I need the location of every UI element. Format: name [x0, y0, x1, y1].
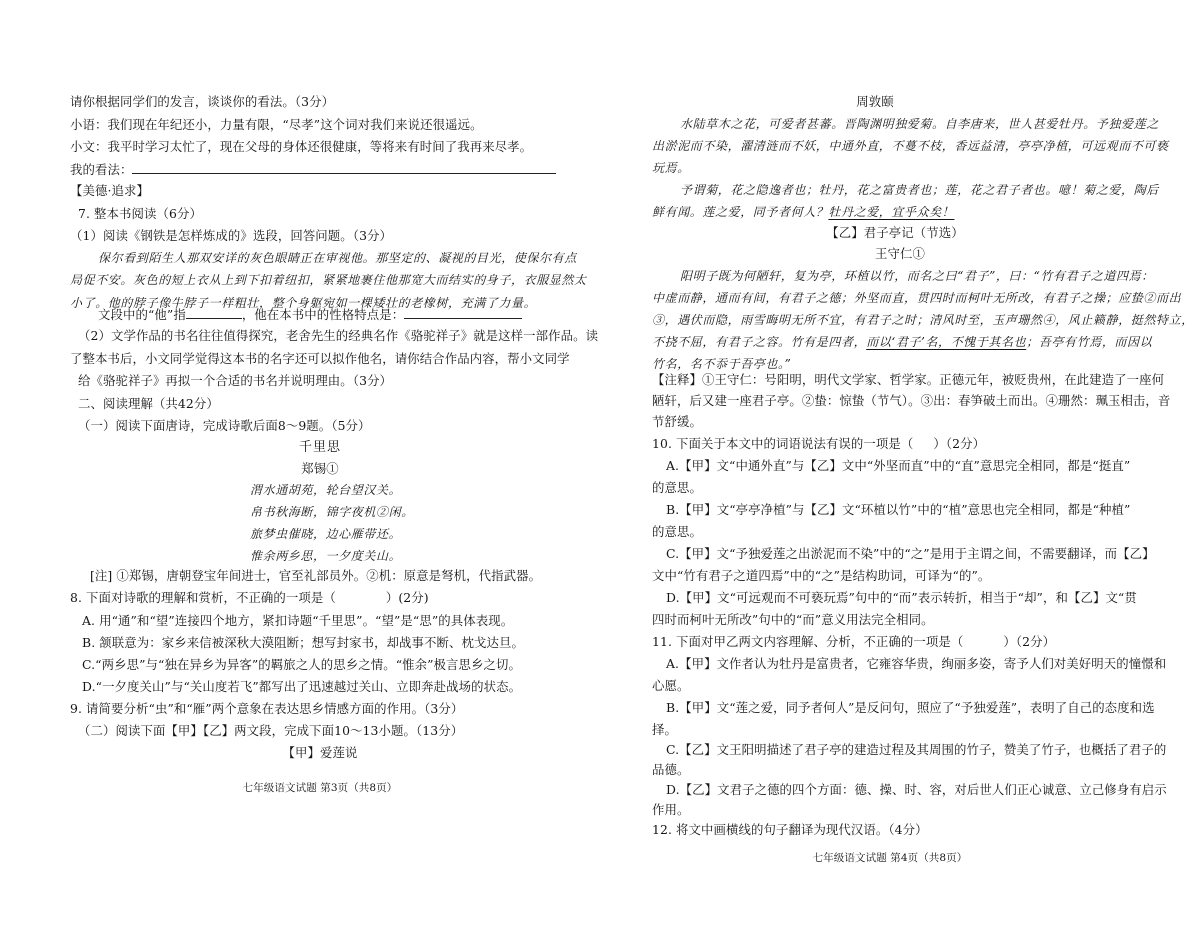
poem-author: 郑锡① [301, 461, 339, 476]
question-heading: 7. 整本书阅读（6分） [78, 206, 202, 221]
classical-text-line: 水陆草木之花，可爱者甚蕃。晋陶渊明独爱菊。自李唐来，世人甚爱牡丹。予独爱莲之 [680, 117, 1159, 131]
excerpt-line: 保尔看到陌生人那双安详的灰色眼睛正在审视他。那坚定的、凝视的目光，使保尔有点 [98, 251, 577, 265]
annotation-line: 节舒缓。 [652, 414, 702, 429]
poem-line: 帛书秋海断，锦字夜机②闲。 [250, 505, 414, 519]
question-text: 了整本书后，小文同学觉得这本书的名字还可以拟作他名，请你结合作品内容，帮小文同学 [70, 351, 570, 366]
section-heading: 【美德·追求】 [70, 183, 149, 198]
text-title: 【乙】君子亭记（节选） [826, 225, 964, 240]
option-b: B.【甲】文“亭亭净植”与【乙】文“环植以竹”中的“植”意思也完全相同，都是“种植” [666, 502, 1131, 517]
poem-line: 惟余两乡思，一夕度关山。 [250, 549, 402, 563]
classical-text-line: 不挠不屈，有君子之容。竹有是四者，而以‘君子’名，不愧于其名也；吾亭有竹焉，而因以 [652, 335, 1153, 349]
poem-note: [注] ①郑锡，唐朝登宝年间进士，官至礼部员外。②机：原意是弩机，代指武器。 [90, 568, 542, 583]
poem-line: 旅梦虫催晓，边心雁带还。 [250, 527, 402, 541]
subsection-heading: （一）阅读下面唐诗，完成诗歌后面8～9题。（5分） [78, 418, 371, 433]
classical-text-line: 阳明子既为何陋轩，复为亭，环植以竹，而名之曰“君子”，曰：“竹有君子之道四焉： [680, 269, 1154, 283]
option-c-cont: 品德。 [652, 762, 690, 777]
option-c: C.【乙】文王阳明描述了君子亭的建造过程及其周围的竹子，赞美了竹子，也概括了君子的 [666, 742, 1167, 757]
question-heading: 10. 下面关于本文中的词语说法有误的一项是（ ）（2分） [652, 436, 986, 451]
option-c: C.【甲】文“予独爱莲之出淤泥而不染”中的“之”是用于主谓之间，不需要翻译，而【乙】 [666, 546, 1155, 561]
option-a-cont: 的意思。 [652, 480, 702, 495]
option-d-cont: 四时而柯叶无所改”句中的“而”意义用法完全相同。 [652, 612, 934, 627]
student-statement: 小语：我们现在年纪还小，力量有限，“尽孝”这个词对我们来说还很遥远。 [70, 117, 483, 132]
answer-blank[interactable] [132, 161, 556, 174]
question-heading: 12. 将文中画横线的句子翻译为现代汉语。（4分） [652, 822, 928, 837]
classical-text-line: 玩焉。 [652, 161, 690, 175]
page-footer: 七年级语文试题 第3页（共8页） [242, 782, 398, 794]
answer-line[interactable] [70, 161, 556, 178]
classical-text-line: 予谓菊，花之隐逸者也；牡丹，花之富贵者也；莲，花之君子者也。噫！菊之爱，陶后 [680, 183, 1159, 197]
fill-question: 文段中的“他”指 ，他在本书中的性格特点是： [98, 306, 522, 323]
underlined-sentence: 牡丹之爱，宜乎众矣！ [828, 205, 955, 219]
classical-text-line: 出淤泥而不染，濯清涟而不妖，中通外直，不蔓不枝，香远益清，亭亭净植，可远观而不可亵 [652, 139, 1169, 153]
prompt-text: 请你根据同学们的发言，谈谈你的看法。（3分） [70, 94, 335, 109]
section-heading: 二、阅读理解（共42分） [78, 396, 219, 411]
classical-text-line: 中虚而静，通而有间，有君子之德；外坚而直，贯四时而柯叶无所改，有君子之操；应蛰②而出 [652, 291, 1182, 305]
question-heading: 11. 下面对甲乙两文内容理解、分析，不正确的一项是（ ）（2分） [652, 634, 1056, 649]
option-b-cont: 择。 [652, 722, 677, 737]
answer-blank[interactable] [404, 306, 522, 319]
option-b: B.【甲】文“莲之爱，同予者何人”是反问句，照应了“予独爱莲”，表明了自己的态度和选 [666, 700, 1155, 715]
option-a-cont: 心愿。 [652, 678, 690, 693]
option-b: B. 颔联意为：家乡来信被深秋大漠阻断；想写封家书，却战事不断、枕戈达旦。 [82, 635, 524, 650]
option-d: D.【乙】文君子之德的四个方面：德、操、时、容，对后世人们正心诚意、立己修身有启示 [666, 782, 1167, 797]
question-heading: 9. 请简要分析“虫”和“雁”两个意象在表达思乡情感方面的作用。（3分） [70, 701, 464, 716]
classical-text-line: ③，遇伏而隐，雨雪晦明无所不宜，有君子之时；清风时至，玉声珊然④，风止籁静，挺然特立， [652, 313, 1194, 327]
question-text: 给《骆驼祥子》再拟一个合适的书名并说明理由。（3分） [78, 373, 393, 388]
option-d: D.“一夕度关山”与“关山度若飞”都写出了迅速越过关山、立即奔赴战场的状态。 [82, 679, 522, 694]
poem-line: 渭水通胡苑，轮台望汉关。 [250, 483, 402, 497]
option-d-cont: 作用。 [652, 802, 690, 817]
option-c: C.“两乡思”与“独在异乡为异客”的羁旅之人的思乡之情。“惟余”极言思乡之切。 [82, 657, 521, 672]
page-footer: 七年级语文试题 第4页（共8页） [812, 852, 968, 864]
option-a: A.【甲】文作者认为牡丹是富贵者，它雍容华贵，绚丽多姿，寄予人们对美好明天的憧憬和 [666, 656, 1167, 671]
annotation-line: 陋轩，后又建一座君子亭。②蛰：惊蛰（节气）。③出：春笋破土而出。④珊然：珮玉相击，音 [652, 393, 1171, 408]
excerpt-line: 局促不安。灰色的短上衣从上到下扣着纽扣，紧紧地裹住他那宽大而结实的身子，衣服显然太 [70, 273, 587, 287]
answer-blank[interactable] [186, 306, 242, 319]
text-title: 【甲】爱莲说 [282, 745, 358, 760]
answer-label: 我的看法： [70, 162, 133, 177]
option-b-cont: 的意思。 [652, 524, 702, 539]
excerpt-line: 小了。他的脖子像牛脖子一样粗壮，整个身躯宛如一棵矮壮的老橡树，充满了力量。 [70, 296, 537, 310]
option-a: A. 用“通”和“望”连接四个地方，紧扣诗题“千里思”。“望”是“思”的具体表现。 [82, 613, 514, 628]
poem-title: 千里思 [298, 440, 341, 455]
annotation-line: 【注释】①王守仁：号阳明，明代文学家、哲学家。正德元年，被贬贵州，在此建造了一座何 [652, 372, 1165, 387]
student-statement: 小文：我平时学习太忙了，现在父母的身体还很健康，等将来有时间了我再来尽孝。 [70, 139, 533, 154]
subsection-heading: （二）阅读下面【甲】【乙】两文段，完成下面10～13小题。（13分） [78, 723, 464, 738]
text-author: 王守仁① [875, 246, 925, 261]
question-text: （1）阅读《钢铁是怎样炼成的》选段，回答问题。（3分） [70, 228, 393, 243]
classical-text-line: 竹名，名不忝于吾亭也。” [652, 357, 792, 371]
question-text: （2）文学作品的书名往往值得探究，老舍先生的经典名作《骆驼祥子》就是这样一部作品。读 [78, 328, 599, 343]
underlined-sentence: 而以‘君子’名，不愧于其名也 [866, 335, 1027, 349]
option-d: D.【甲】文“可远观而不可亵玩焉”句中的“而”表示转折，相当于“却”，和【乙】文“贯 [666, 590, 1137, 605]
option-c-cont: 文中“竹有君子之道四焉”中的“之”是结构助词，可译为“的”。 [652, 568, 991, 583]
text-author: 周敦颐 [856, 94, 894, 109]
option-a: A.【甲】文“中通外直”与【乙】文中“外坚而直”中的“直”意思完全相同，都是“挺直” [666, 458, 1131, 473]
question-heading: 8. 下面对诗歌的理解和赏析，不正确的一项是（ ）(2分) [70, 590, 429, 605]
classical-text-line: 鲜有闻。莲之爱，同予者何人？牡丹之爱，宜乎众矣！ [652, 205, 955, 219]
